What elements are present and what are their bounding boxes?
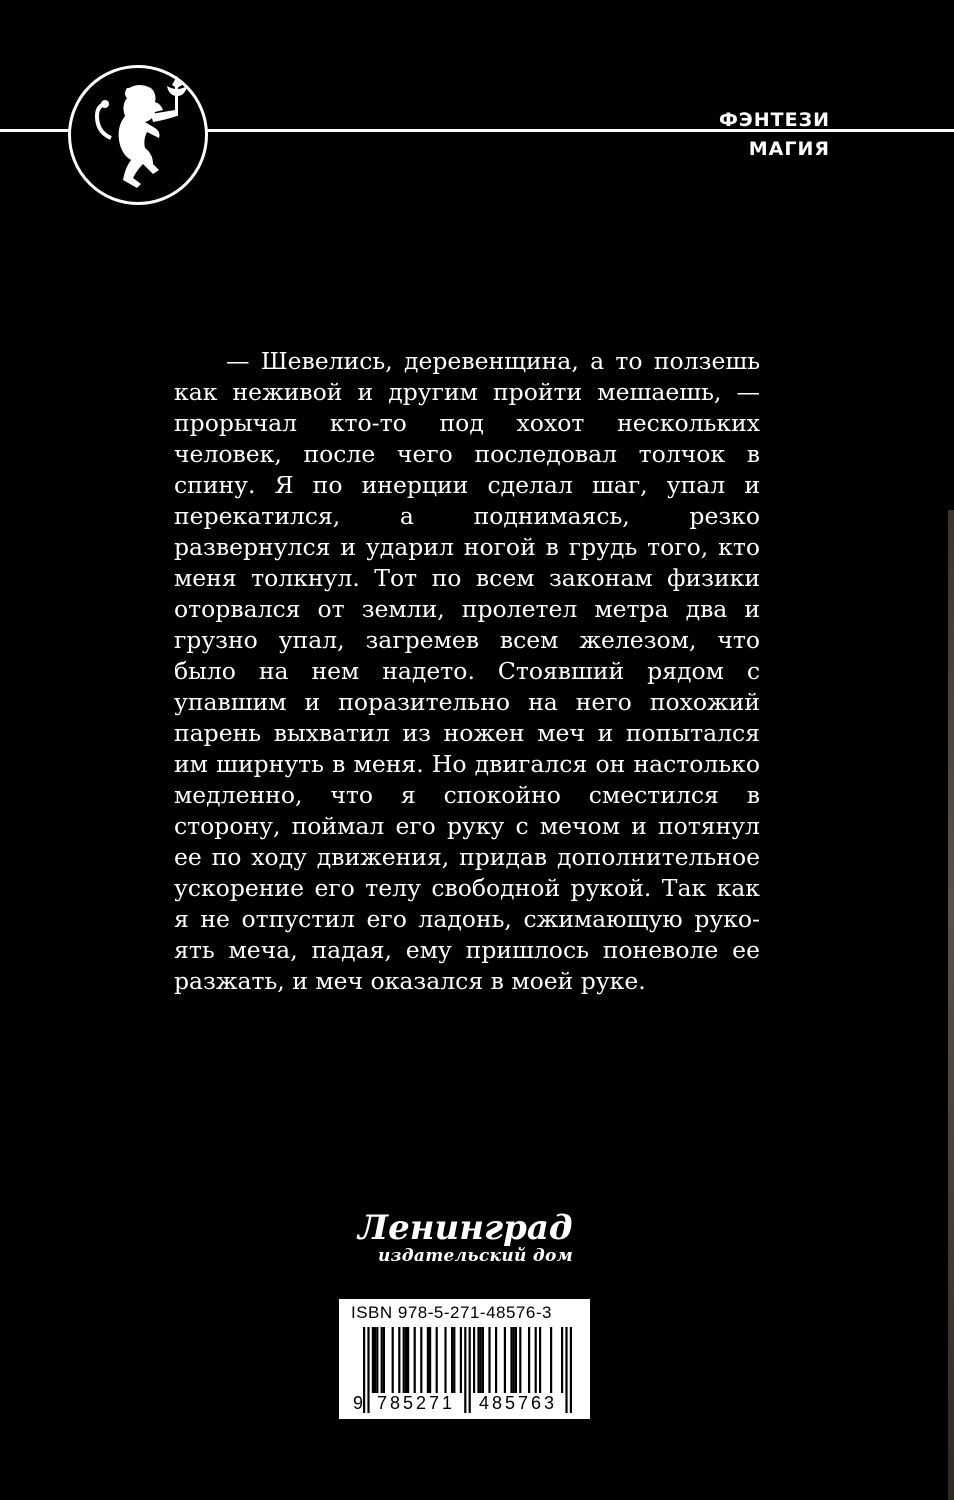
barcode-bar <box>453 1327 455 1393</box>
barcode-digits <box>339 1393 590 1415</box>
barcode-bar <box>436 1327 438 1393</box>
genre-label <box>719 106 830 164</box>
barcode-bar <box>495 1327 497 1393</box>
barcode-bar <box>392 1327 394 1393</box>
publisher-name: Ленинград <box>358 1208 573 1248</box>
barcode-first-digit: 9 <box>353 1393 364 1413</box>
barcode-bar <box>539 1327 541 1393</box>
barcode-bar <box>513 1327 515 1393</box>
barcode-bar <box>376 1327 378 1393</box>
barcode-bar <box>420 1327 422 1393</box>
barcode-bar <box>444 1327 446 1393</box>
barcode-bar <box>510 1327 512 1393</box>
barcode-bar <box>504 1327 506 1393</box>
barcode-bar <box>482 1327 484 1393</box>
barcode-bar <box>535 1327 537 1393</box>
barcode-bar <box>414 1327 416 1393</box>
isbn-number: ISBN 978-5-271-48576-3 <box>351 1303 552 1322</box>
heraldic-lion-icon <box>71 68 205 202</box>
isbn-barcode <box>339 1299 590 1419</box>
barcode-right-group: 485763 <box>479 1393 558 1413</box>
barcode-bar <box>515 1327 517 1393</box>
barcode-bar <box>488 1327 490 1393</box>
publisher-emblem <box>68 65 208 205</box>
barcode-bar <box>561 1327 563 1393</box>
barcode-bar <box>372 1327 374 1393</box>
barcode-bar <box>473 1327 475 1393</box>
barcode-bar <box>550 1327 552 1393</box>
barcode-bar <box>403 1327 405 1393</box>
publisher-subtitle: издательский дом <box>378 1246 574 1266</box>
barcode-bar <box>381 1327 383 1393</box>
genre-line-2: МАГИЯ <box>748 138 830 160</box>
barcode-bar <box>528 1327 530 1393</box>
barcode-left-group: 785271 <box>377 1393 456 1413</box>
barcode-bar <box>407 1327 409 1393</box>
barcode-bar <box>374 1327 376 1393</box>
barcode-bar <box>398 1327 400 1393</box>
barcode-bar <box>429 1327 431 1393</box>
barcode-bar <box>451 1327 453 1393</box>
barcode-bar <box>519 1327 521 1393</box>
barcode-bar <box>480 1327 482 1393</box>
barcode-bar <box>427 1327 429 1393</box>
spine-edge-strip <box>948 510 954 1500</box>
publisher-logo <box>352 1208 592 1268</box>
genre-line-1: ФЭНТЕЗИ <box>718 109 830 131</box>
barcode-bar <box>477 1327 479 1393</box>
barcode-bar <box>383 1327 385 1393</box>
book-excerpt: — Шевелись, деревенщина, а то ползешь как неживой и другим пройти мешаешь, — прорычал кто-то под хохот нескольких человек, после чего последовал толчок в спину. Я по инерции сделал шаг, упал и перекатился, а поднимаясь, резко развернулся и ударил ногой в грудь того, кто меня толкнул. Тот по всем законам физики оторвался от земли, пролетел метра два и грузно упал, загремев всем железом, что было на нем надето. Стоявший рядом с упавшим и поразительно на него похожий парень выхватил из ножен меч и попытался им ширнуть в меня. Но двигался он настолько медленно, что я спокойно сместился в сторону, поймал его руку с мечом и потянул ее по ходу движения, придав дополнительное ускорение его телу свободной рукой. Так как я не отпустил его ладонь, сжимающую рукоять меча, падая, ему пришлось поневоле ее разжать, и меч оказался в моей руке. <box>174 347 760 995</box>
barcode-bar <box>405 1327 407 1393</box>
barcode-bar <box>460 1327 462 1393</box>
